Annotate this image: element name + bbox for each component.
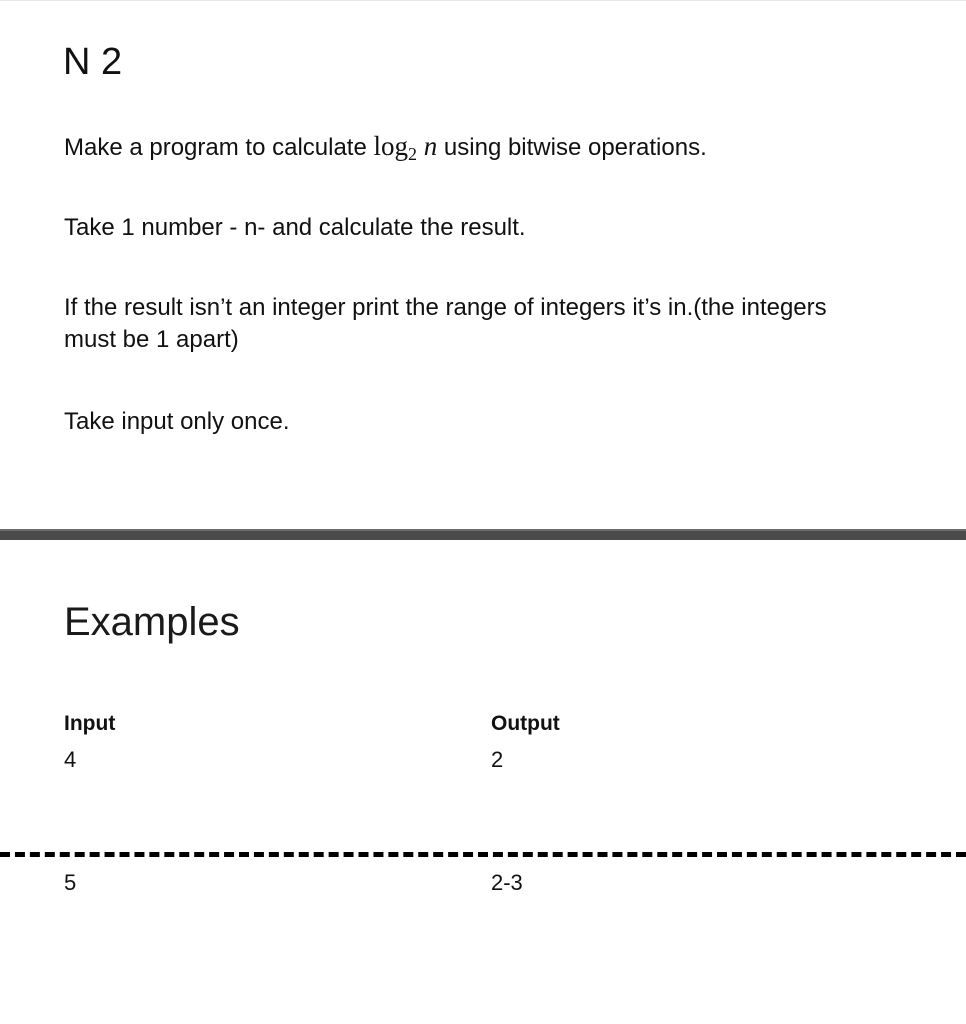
statement-suffix: using bitwise operations.	[437, 134, 707, 161]
example-1-output: 2	[491, 747, 504, 772]
output-column-header: Output	[491, 712, 560, 735]
slide-divider	[0, 529, 966, 540]
instruction-input: Take 1 number - n- and calculate the result.	[64, 214, 526, 241]
instruction-once: Take input only once.	[64, 408, 290, 435]
example-2-output: 2-3	[491, 870, 523, 895]
log-base: 2	[408, 144, 417, 164]
example-1-input: 4	[64, 747, 77, 772]
problem-title: N 2	[63, 41, 123, 83]
input-column-header: Input	[64, 712, 116, 735]
log-argument: n	[423, 131, 438, 161]
instruction-range: If the result isn’t an integer print the range of integers it’s in.(the integers must be 1 apart)	[64, 294, 827, 353]
example-2-input: 5	[64, 870, 77, 895]
statement-prefix: Make a program to calculate	[64, 134, 374, 161]
page-top-border	[0, 0, 966, 1]
problem-statement	[64, 130, 834, 164]
example-separator	[0, 852, 966, 857]
log-expression	[373, 131, 438, 164]
examples-heading: Examples	[64, 600, 240, 644]
log-function: log	[373, 131, 408, 161]
